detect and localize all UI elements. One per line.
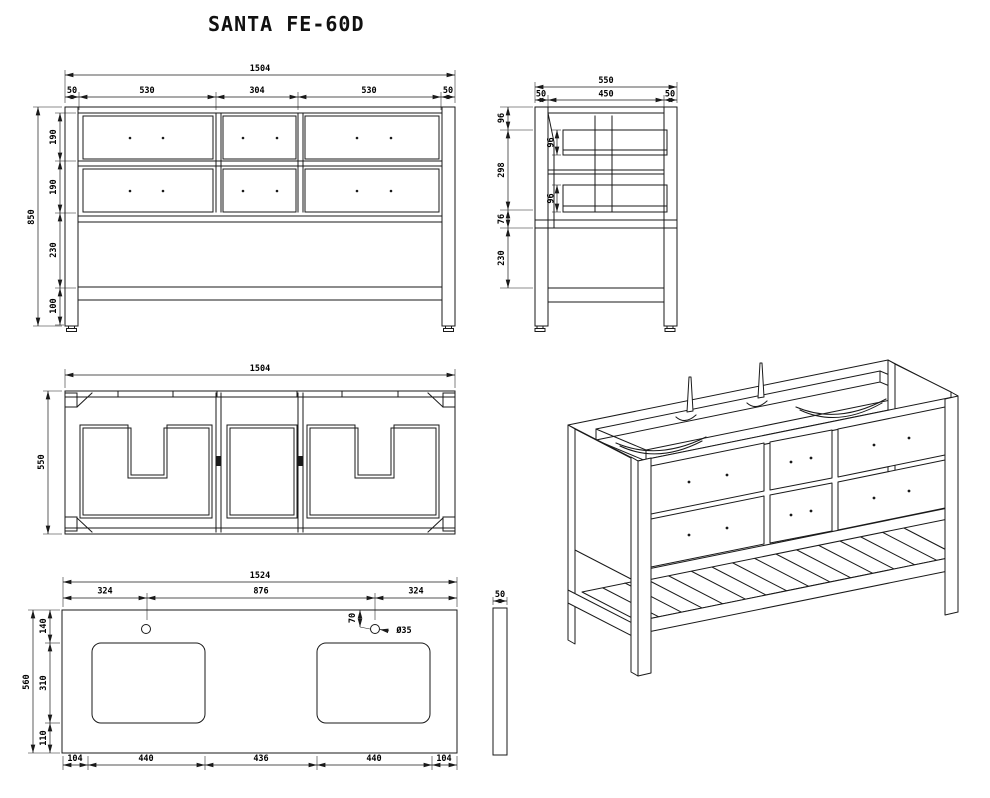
dim-label: 550 xyxy=(37,454,47,470)
isometric-view xyxy=(538,345,990,690)
dim-label: 110 xyxy=(39,730,49,746)
dim-label: 850 xyxy=(27,209,37,225)
dim-label: 560 xyxy=(22,674,32,690)
dim-label: 50 xyxy=(66,86,78,96)
dim-label: 324 xyxy=(408,586,424,597)
dim-label: 440 xyxy=(138,754,154,764)
dim-label: 1504 xyxy=(249,64,271,74)
plan-dimensions xyxy=(37,364,455,534)
dim-label: 50 xyxy=(535,89,547,100)
dim-label: 190 xyxy=(49,129,59,145)
side-dimensions xyxy=(497,76,677,288)
dim-label: 450 xyxy=(598,89,614,100)
dim-label: 1524 xyxy=(249,571,271,581)
dim-label: 96 xyxy=(497,112,507,124)
dim-label: 100 xyxy=(49,298,59,314)
plan-view xyxy=(20,360,470,548)
dim-label: 436 xyxy=(253,754,269,764)
dim-label: 50 xyxy=(494,590,506,600)
faucet-hole-left xyxy=(142,625,151,634)
drawing-title: SANTA FE-60D xyxy=(208,12,365,36)
dim-label: 1504 xyxy=(249,364,271,374)
dim-label: 310 xyxy=(39,675,49,691)
dim-label: 104 xyxy=(436,754,452,764)
sink-support-tab xyxy=(758,363,764,398)
dim-label: 140 xyxy=(39,618,49,634)
dim-label: 70 xyxy=(348,612,358,624)
front-elevation-view xyxy=(20,50,475,342)
drawer-knob-dots xyxy=(129,137,393,193)
sink-support-tab xyxy=(687,377,693,412)
dim-label: 96 xyxy=(546,193,557,204)
countertop-edge-view xyxy=(480,570,540,778)
dim-label: 440 xyxy=(366,754,382,764)
plan-geometry xyxy=(65,391,455,534)
dim-label: 104 xyxy=(67,754,83,764)
side-section-view xyxy=(480,50,700,342)
dim-label: 530 xyxy=(139,86,155,96)
dim-label: 298 xyxy=(497,162,507,178)
dim-label: 50 xyxy=(664,89,676,100)
dim-label: 230 xyxy=(49,242,59,258)
front-cabinet-geometry xyxy=(65,107,455,332)
dim-label: 96 xyxy=(546,137,557,148)
dim-label: 50 xyxy=(442,86,454,96)
dim-label: 230 xyxy=(497,250,507,266)
dim-label: 530 xyxy=(361,86,377,96)
countertop-dimensions xyxy=(22,571,457,770)
faucet-hole-right xyxy=(371,625,380,634)
dim-label: 190 xyxy=(49,179,59,195)
dim-label: 876 xyxy=(253,586,269,597)
dim-label: 304 xyxy=(249,86,265,96)
dim-label: 76 xyxy=(497,213,507,225)
dim-label: Ø35 xyxy=(396,626,412,636)
countertop-plan-view xyxy=(20,570,485,778)
dim-label: 550 xyxy=(598,76,614,86)
dim-label: 324 xyxy=(97,586,113,597)
